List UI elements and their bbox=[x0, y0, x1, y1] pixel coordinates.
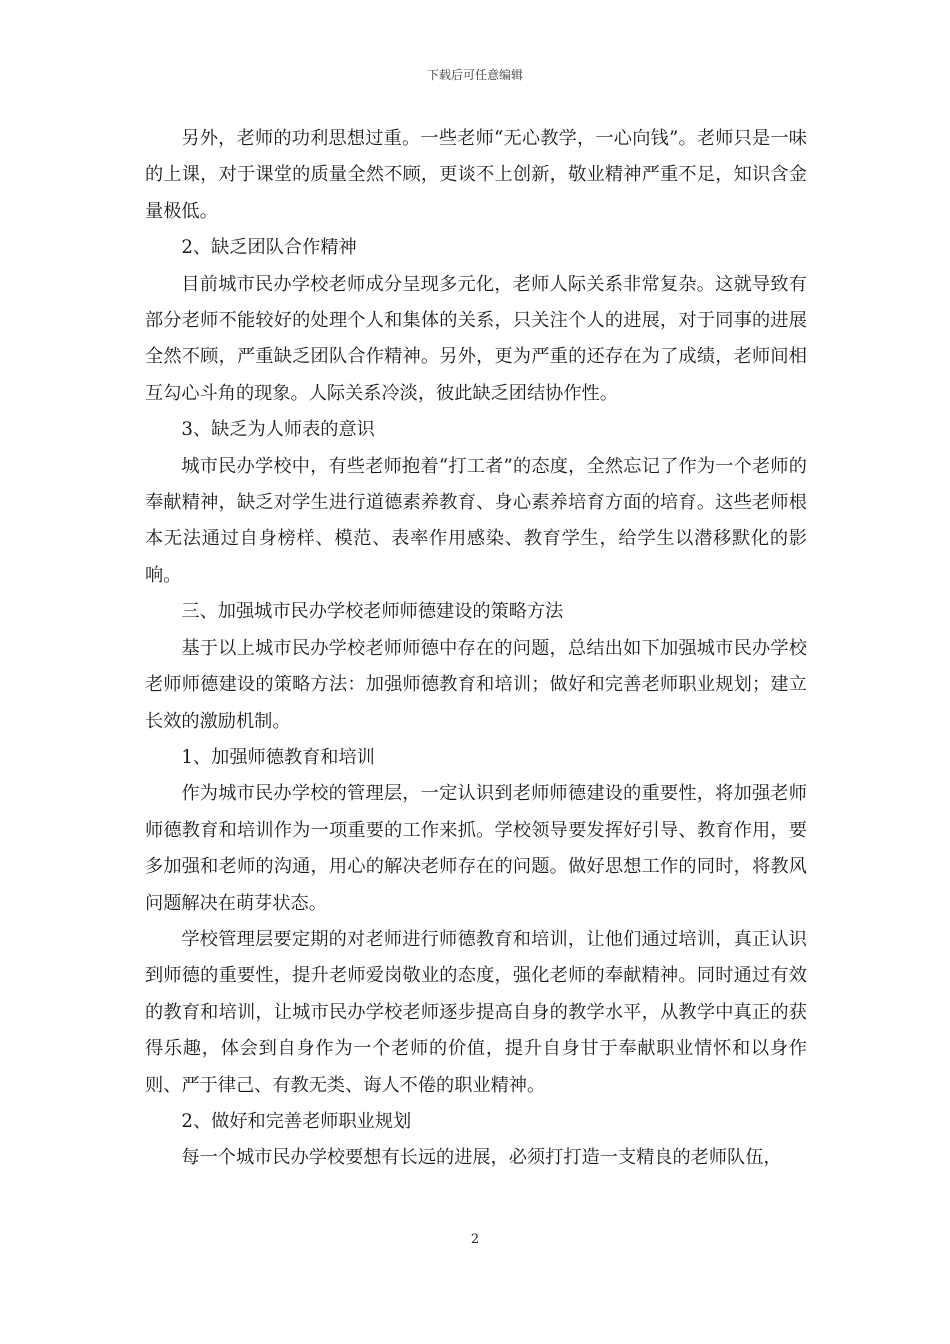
paragraph: 另外，老师的功利思想过重。一些老师“无心教学，一心向钱”。老师只是一味的上课，对于课堂的质量全然不顾，更谈不上创新，敬业精神严重不足，知识含金量极低。 bbox=[145, 128, 807, 222]
section-heading: 3、缺乏为人师表的意识 bbox=[181, 419, 375, 441]
paragraph: 城市民办学校中，有些老师抱着“打工者”的态度，全然忘记了作为一个老师的奉献精神，缺乏对学生进行道德素养教育、身心素养培育方面的培育。这些老师根本无法通过自身榜样、模范、表率作用感染、教育学生，给学生以潜移默化的影响。 bbox=[145, 455, 807, 586]
section-heading: 1、加强师德教育和培训 bbox=[181, 746, 375, 768]
page-number: 2 bbox=[470, 1232, 480, 1247]
paragraph: 每一个城市民办学校要想有长远的进展，必须打打造一支精良的老师队伍， bbox=[181, 1147, 782, 1169]
section-heading: 2、做好和完善老师职业规划 bbox=[181, 1110, 412, 1132]
section-heading: 三、加强城市民办学校老师师德建设的策略方法 bbox=[181, 601, 564, 623]
paragraph: 基于以上城市民办学校老师师德中存在的问题，总结出如下加强城市民办学校老师师德建设的策略方法：加强师德教育和培训；做好和完善老师职业规划；建立长效的激励机制。 bbox=[145, 637, 807, 732]
section-heading: 2、缺乏团队合作精神 bbox=[181, 237, 357, 259]
document-body bbox=[145, 121, 807, 1177]
paragraph: 作为城市民办学校的管理层，一定认识到老师师德建设的重要性，将加强老师师德教育和培训作为一项重要的工作来抓。学校领导要发挥好引导、教育作用，要多加强和老师的沟通，用心的解决老师存在的问题。做好思想工作的同时，将教风问题解决在萌芽状态。 bbox=[145, 783, 807, 914]
page-header: 下载后可任意编辑 bbox=[426, 68, 523, 82]
paragraph: 学校管理层要定期的对老师进行师德教育和培训，让他们通过培训，真正认识到师德的重要性，提升老师爱岗敬业的态度，强化老师的奉献精神。同时通过有效的教育和培训，让城市民办学校老师逐步提高自身的教学水平，从教学中真正的获得乐趣，体会到自身作为一个老师的价值，提升自身甘于奉献职业情怀和以身作则、严于律己、有教无类、诲人不倦的职业精神。 bbox=[145, 928, 807, 1096]
paragraph: 目前城市民办学校老师成分呈现多元化，老师人际关系非常复杂。这就导致有部分老师不能较好的处理个人和集体的关系，只关注个人的进展，对于同事的进展全然不顾，严重缺乏团队合作精神。另外，更为严重的还存在为了成绩，老师间相互勾心斗角的现象。人际关系冷淡，彼此缺乏团结协作性。 bbox=[145, 273, 807, 404]
